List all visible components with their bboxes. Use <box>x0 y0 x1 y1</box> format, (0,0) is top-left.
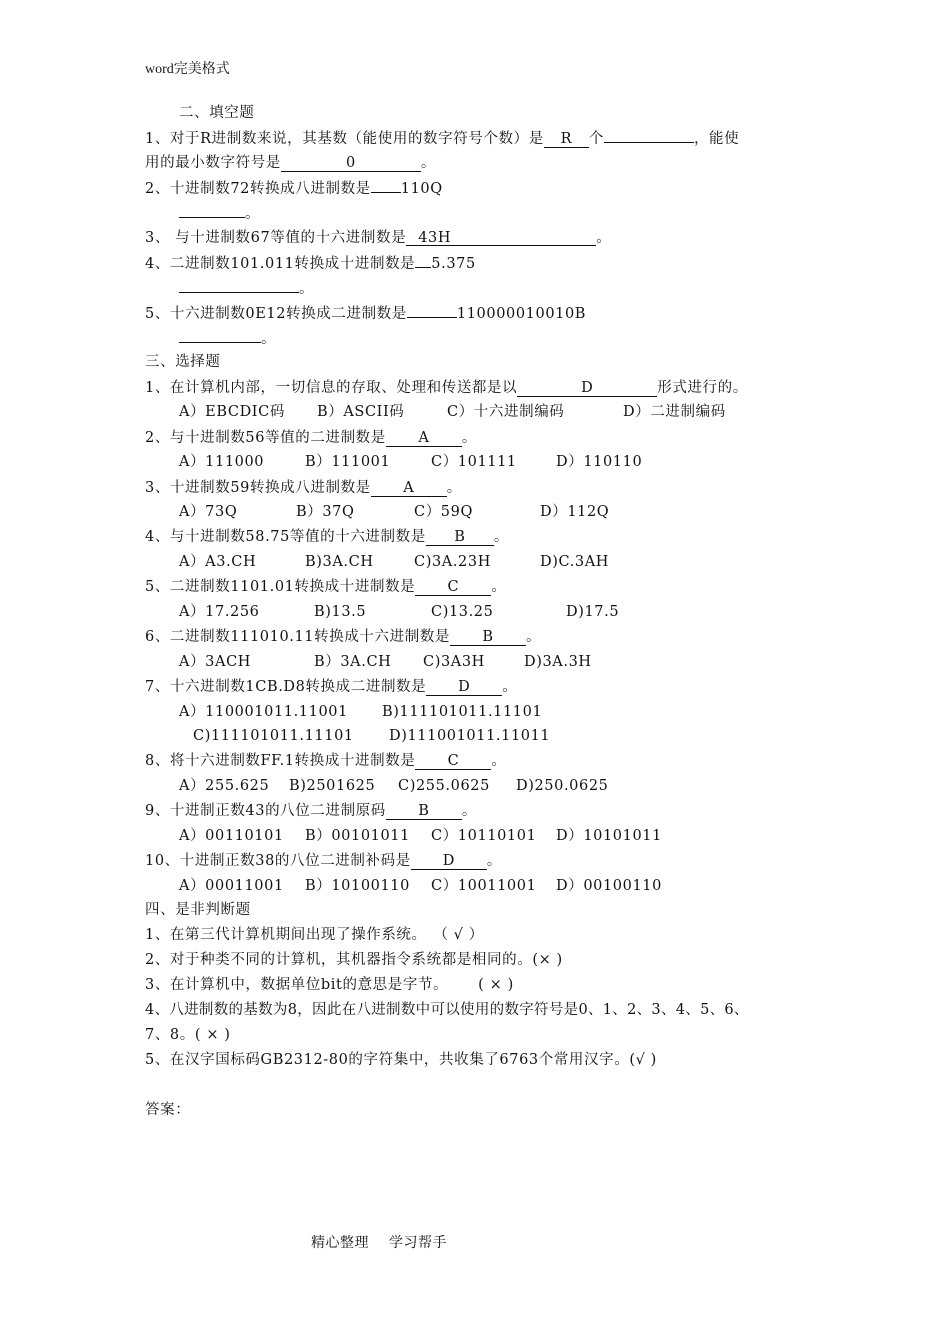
page-header: word完美格式 <box>145 62 230 77</box>
tf-q4-line1: 4、八进制数的基数为8，因此在八进制数中可以使用的数字符号是0、1、2、3、4、5、6、 <box>145 1002 749 1018</box>
choice-q9-answer: B <box>386 803 462 820</box>
fill-q1-line1: 1、对于R进制数来说，其基数（能使用的数字符号个数）是 R 个 ，能使 <box>145 128 739 149</box>
tf-q3: 3、在计算机中，数据单位bit的意思是字节。 ( × ) <box>145 977 514 993</box>
section-title-fill-blank: 二、填空题 <box>179 105 255 121</box>
fill-q4-line2: 。 <box>179 278 314 299</box>
footer-left-text: 精心整理 <box>311 1235 369 1251</box>
tf-q2-answer: (× ) <box>532 952 563 968</box>
choice-q3-answer: A <box>371 480 447 497</box>
tf-q5-answer: (√ ) <box>629 1052 657 1068</box>
fill-q1-answer-2: 0 <box>281 155 421 172</box>
tf-q4-answer: ( × ) <box>194 1027 231 1043</box>
tf-q5: 5、在汉字国标码GB2312-80的字符集中，共收集了6763个常用汉字。(√ ) <box>145 1052 657 1068</box>
choice-q3: 3、十进制数59转换成八进制数是 A 。 <box>145 480 462 496</box>
choice-q2: 2、与十进制数56等值的二进制数是 A 。 <box>145 430 477 446</box>
section-title-choice: 三、选择题 <box>145 354 221 370</box>
tf-q2: 2、对于种类不同的计算机，其机器指令系统都是相同的。(× ) <box>145 952 563 968</box>
fill-q4-answer: 5.375 <box>431 256 476 272</box>
choice-q6-answer: B <box>450 629 526 646</box>
choice-q4-answer: B <box>426 529 494 546</box>
choice-q5: 5、二进制数1101.01转换成十进制数是 C 。 <box>145 579 507 595</box>
fill-q3-answer: 43H <box>406 230 596 246</box>
choice-q9: 9、十进制正数43的八位二进制原码 B 。 <box>145 803 477 819</box>
choice-q1-answer: D <box>517 380 657 397</box>
fill-q1-answer-1: R <box>544 131 589 148</box>
fill-q2-line2: 。 <box>179 203 260 224</box>
section-title-true-false: 四、是非判断题 <box>145 902 251 918</box>
fill-q4: 4、二进制数101.011转换成十进制数是 5.375 <box>145 253 476 274</box>
tf-q1: 1、在第三代计算机期间出现了操作系统。 （ √ ） <box>145 927 484 943</box>
fill-q5: 5、十六进制数0E12转换成二进制数是 110000010010B <box>145 303 586 324</box>
fill-q5-line2: 。 <box>179 328 276 349</box>
choice-q6: 6、二进制数111010.11转换成十六进制数是 B 。 <box>145 629 542 645</box>
fill-q5-answer: 110000010010B <box>456 306 587 322</box>
page-footer <box>311 1232 467 1252</box>
fill-q2: 2、十进制数72转换成八进制数是 110Q <box>145 178 443 199</box>
fill-q1-line2: 用的最小数字符号是 0 。 <box>145 155 437 171</box>
tf-q4-line2: 7、8。( × ) <box>145 1027 231 1043</box>
choice-q10: 10、十进制正数38的八位二进制补码是 D 。 <box>145 853 502 869</box>
choice-q7: 7、十六进制数1CB.D8转换成二进制数是 D 。 <box>145 679 518 695</box>
choice-q10-answer: D <box>411 853 487 870</box>
choice-q8-answer: C <box>415 753 491 770</box>
fill-q2-answer: 110Q <box>400 181 443 197</box>
tf-q3-answer: ( × ) <box>478 977 514 993</box>
choice-q5-answer: C <box>415 579 491 596</box>
choice-q2-answer: A <box>386 430 462 447</box>
answers-label: 答案： <box>145 1102 191 1118</box>
choice-q1: 1、在计算机内部，一切信息的存取、处理和传送都是以 D 形式进行的。 <box>145 380 748 396</box>
choice-q8: 8、将十六进制数FF.1转换成十进制数是 C 。 <box>145 753 507 769</box>
fill-q3: 3、 与十进制数67等值的十六进制数是 43H 。 <box>145 230 612 246</box>
choice-q4: 4、与十进制数58.75等值的十六进制数是 B 。 <box>145 529 509 545</box>
footer-right-text: 学习帮手 <box>389 1235 447 1251</box>
tf-q1-answer: （ √ ） <box>440 927 484 943</box>
choice-q7-answer: D <box>426 679 502 696</box>
